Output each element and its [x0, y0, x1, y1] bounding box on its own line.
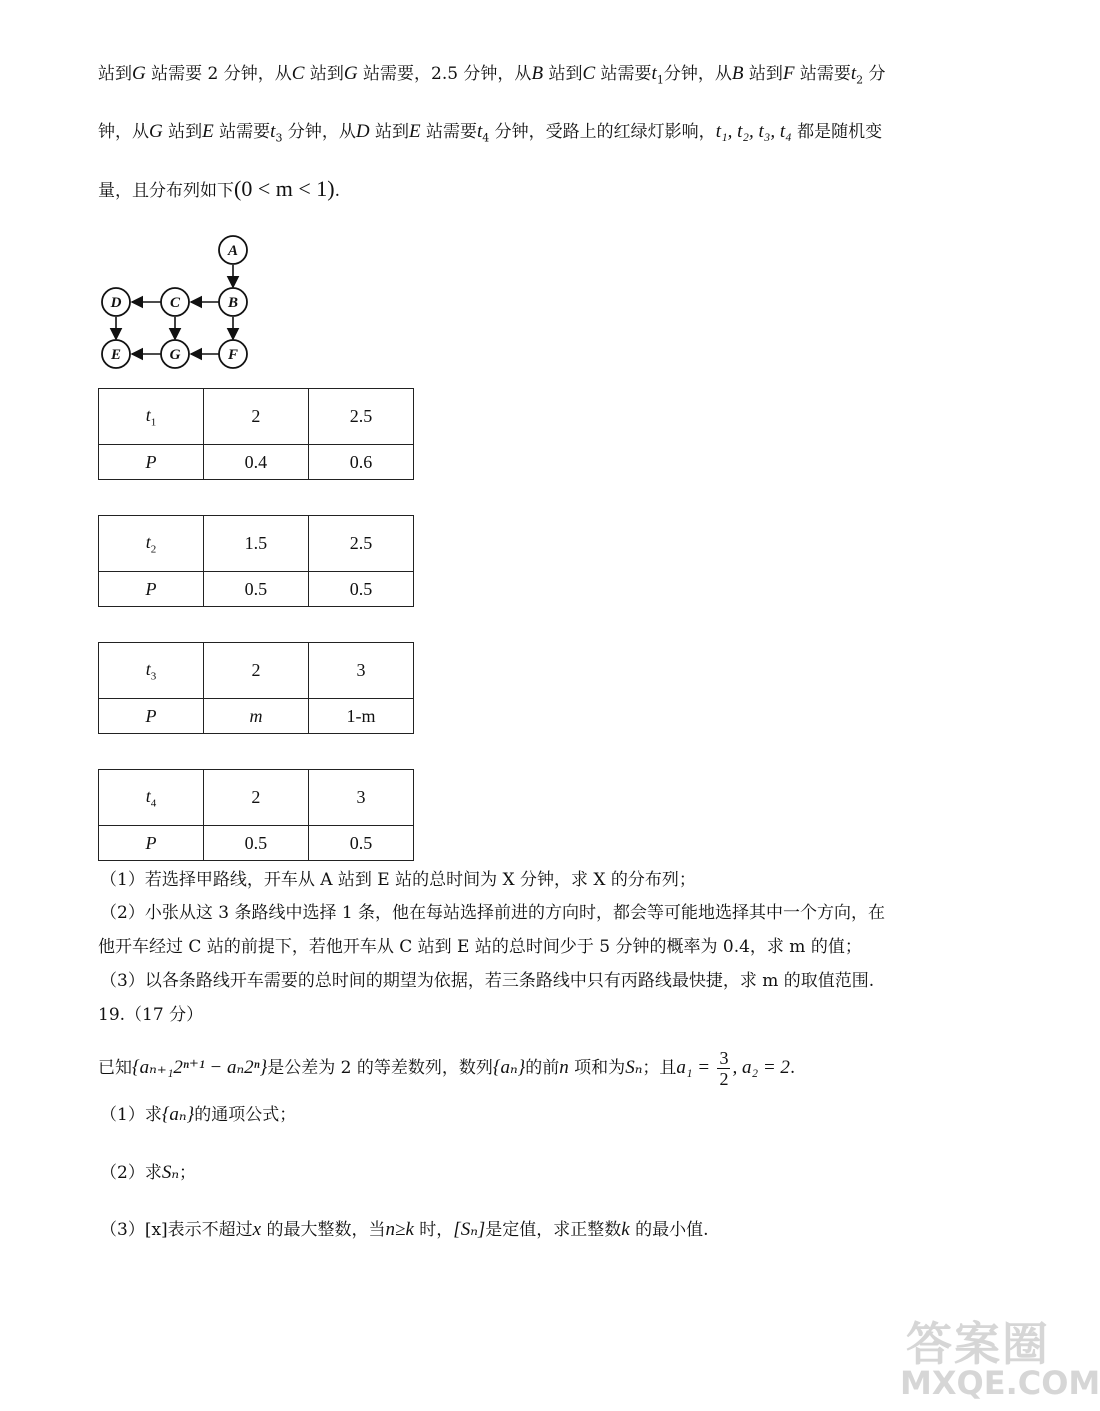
question-19-2: （2）求Sₙ；: [100, 1162, 197, 1183]
fraction: $\frac{3}{2}$: [719, 1048, 729, 1089]
table-cell: 0.5: [203, 826, 308, 861]
table-header-var: $t_3$: [99, 643, 204, 699]
question-19-1: （1）求{aₙ}的通项公式；: [100, 1104, 297, 1125]
distribution-table-t4: [98, 769, 414, 861]
table-cell: 2: [203, 643, 308, 699]
node-label-d: D: [110, 295, 122, 311]
problem18-text-line2: 钟，从G 站到E 站需要$t_3$ 分钟，从D 站到E 站需要$t_4$ 分钟，受路上的红绿灯影响，t₁, t₂, t₃, t₄ 都是随机变: [98, 121, 883, 145]
node-label-e: E: [110, 347, 122, 363]
table-header-var: $t_1$: [99, 389, 204, 445]
problem19-header: 19.（17 分）: [98, 1005, 204, 1025]
problem19-stem: 已知{aₙ₊₁2ⁿ⁺¹ − aₙ2ⁿ}是公差为 2 的等差数列，数列{aₙ}的前n 项和为Sₙ；且a₁ = $\frac{3}{2}$ , a₂ = 2.: [98, 1048, 796, 1089]
table-cell: 3: [308, 770, 413, 826]
node-label-a: A: [227, 243, 239, 259]
problem18-text-line3: 量，且分布列如下(0 < m < 1).: [98, 176, 340, 201]
problem18-text-line1: 站到G 站需要 2 分钟，从C 站到G 站需要，2.5 分钟，从B 站到C 站需要$t_1$分钟，从B 站到F 站需要$t_2$ 分: [98, 63, 886, 87]
table-header-var: $t_2$: [99, 516, 204, 572]
route-graph-diagram: [95, 232, 260, 377]
table-cell: 1.5: [203, 516, 308, 572]
watermark-logo: [900, 1308, 1100, 1408]
table-header-p: P: [99, 445, 204, 480]
distribution-table-t2: [98, 515, 414, 607]
distribution-table-t3: [98, 642, 414, 734]
table-cell: 0.4: [203, 445, 308, 480]
table-cell: 0.5: [308, 826, 413, 861]
table-header-p: P: [99, 699, 204, 734]
table-cell: 1-m: [308, 699, 413, 734]
node-label-c: C: [169, 295, 181, 311]
question-18-1: （1）若选择甲路线，开车从 A 站到 E 站的总时间为 X 分钟，求 X 的分布列；: [100, 870, 696, 890]
node-label-g: G: [169, 347, 181, 363]
table-cell: 2: [203, 389, 308, 445]
table-cell: m: [203, 699, 308, 734]
table-header-p: P: [99, 826, 204, 861]
table-cell: 2.5: [308, 516, 413, 572]
question-18-3: （3）以各条路线开车需要的总时间的期望为依据，若三条路线中只有丙路线最快捷，求 m 的取值范围.: [100, 971, 875, 991]
table-cell: 2: [203, 770, 308, 826]
table-cell: 3: [308, 643, 413, 699]
node-label-f: F: [227, 347, 239, 363]
node-label-b: B: [227, 295, 239, 311]
question-19-3: （3）[x]表示不超过x 的最大整数，当n≥k 时，[Sₙ]是定值，求正整数k 的最小值.: [100, 1219, 709, 1240]
question-18-2a: （2）小张从这 3 条路线中选择 1 条，他在每站选择前进的方向时，都会等可能地选择其中一个方向，在: [100, 903, 886, 923]
question-18-2b: 他开车经过 C 站的前提下，若他开车从 C 站到 E 站的总时间少于 5 分钟的概率为 0.4，求 m 的值；: [98, 937, 862, 957]
watermark-bottom-text: MXQE.COM: [900, 1364, 1100, 1402]
table-cell: 0.5: [203, 572, 308, 607]
distribution-table-t1: [98, 388, 414, 480]
table-header-p: P: [99, 572, 204, 607]
table-header-var: $t_4$: [99, 770, 204, 826]
watermark-top-text: 答案圈: [906, 1317, 1050, 1371]
table-cell: 0.6: [308, 445, 413, 480]
table-cell: 0.5: [308, 572, 413, 607]
table-cell: 2.5: [308, 389, 413, 445]
